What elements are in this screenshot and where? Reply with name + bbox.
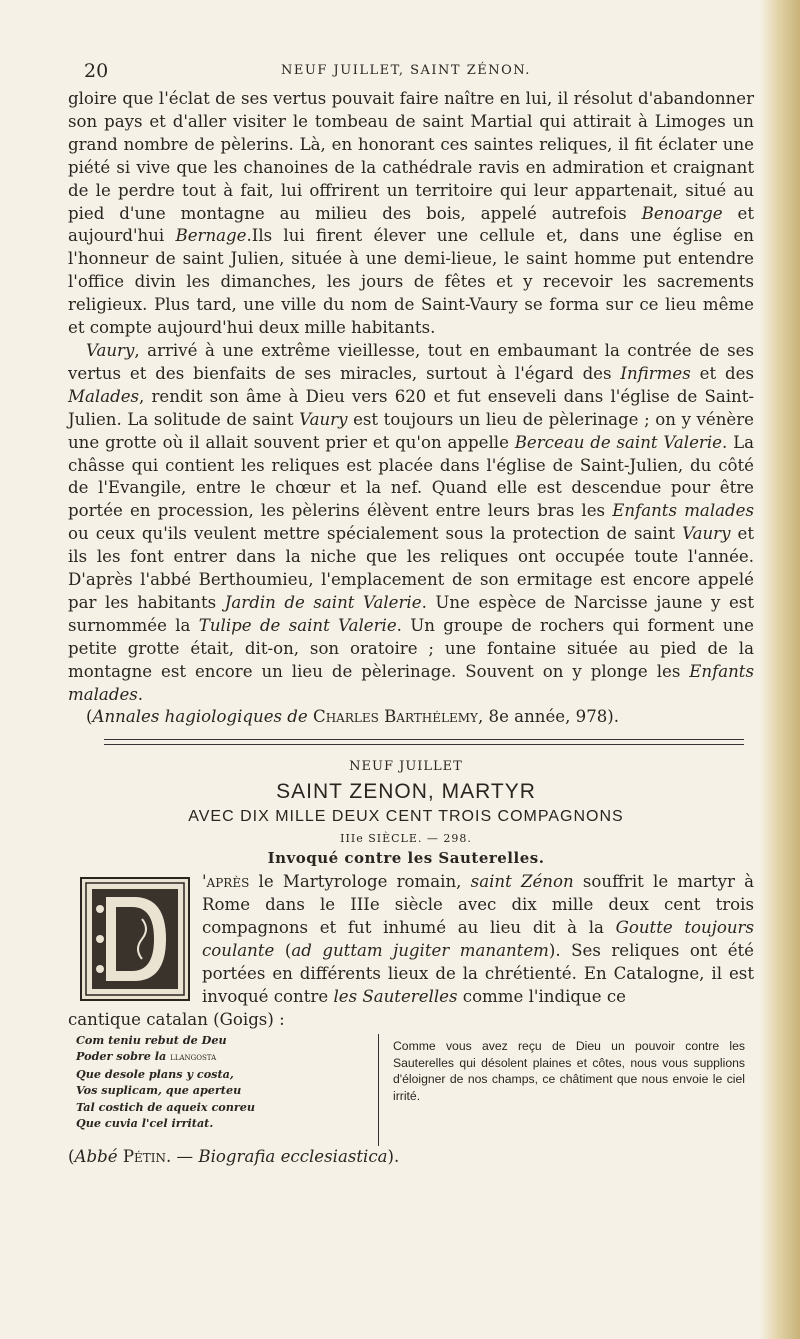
hymn-line: Que cuvia l'cel irritat. — [76, 1115, 214, 1130]
hymn-line: Poder sobre la llangosta — [76, 1048, 217, 1063]
catalan-hymn — [76, 1032, 276, 1131]
hymn-line: Vos suplicam, que aperteu — [76, 1083, 242, 1098]
page-number: 20 — [84, 60, 109, 82]
hymn-line: Tal costich de aqueix conreu — [76, 1099, 256, 1114]
hymn-line: Com teniu rebut de Deu — [76, 1032, 227, 1047]
running-title: NEUF JUILLET, SAINT ZÉNON. — [281, 63, 531, 78]
paragraph-2: Vaury, arrivé à une extrême vieillesse, tout en embaumant la contrée de ses vertus et des bienfaits de ses miracles, surtout à l'égard des Infirmes et des Malades, rendit son âme à Dieu vers 620 et fut enseveli dans l'église de Saint-Julien. La solitude de saint Vaury est toujours un lieu de pèlerinage ; on y vénère une grotte où il allait souvent prier et qu'on appelle Berceau de saint Valerie. La châsse qui contient les reliques est placée dans l'église de Saint-Julien, du côté de l'Evangile, entre le chœur et la nef. Quand elle est descendue pour être portée en procession, les pèlerins élèvent entre leurs bras les Enfants malades ou ceux qu'ils veulent mettre spécialement sous la protection de saint Vaury et ils les font entrer dans la niche que les reliques ont occupée toute l'année. D'après l'abbé Berthoumieu, l'emplacement de son ermitage est encore appelé par les habitants Jardin de saint Valerie. Une espèce de Narcisse jaune y est surnommée la Tulipe de saint Valerie. Un groupe de rochers qui forment une petite grotte était, dit-on, son oratoire ; une fontaine située au pied de la montagne est encore un lieu de pèlerinage. Souvent on y plonge les Enfants malades. — [68, 340, 755, 704]
main-text — [58, 88, 754, 729]
section-subtitle: AVEC DIX MILLE DEUX CENT TROIS COMPAGNONS — [188, 808, 624, 826]
page-edge-shadow — [760, 0, 800, 1339]
intro-paragraph — [58, 871, 754, 1031]
hymn-block — [68, 1032, 754, 1160]
paragraph-1: gloire que l'éclat de ses vertus pouvait faire naître en lui, il résolut d'abandonner son pays et d'aller visiter le tombeau de saint Martial qui attirait à Limoges un grand nombre de pèlerins. Là, en honorant ces saintes reliques, il fit éclater une piété si vive que les chanoines de la cathédrale ravis en admiration et craignant de le perdre tout à fait, lui offrirent un territoire qui leur appartenait, situé au pied d'une montagne au milieu des bois, appelé autrefois Benoarge et aujourd'hui Bernage.Ils lui firent élever une cellule et, dans une église en l'honneur de saint Julien, située à une demi-lieue, le saint homme put entendre l'office divin les dimanches, les jours de fêtes et y recevoir les sacrements religieux. Plus tard, une ville du nom de Saint-Vaury se forma sur ce lieu même et compte aujourd'hui deux mille habitants. — [68, 89, 755, 338]
french-translation: Comme vous avez reçu de Dieu un pouvoir contre les Sauterelles qui désolent plaines et côtes, nous vous supplions d'éloigner de nos champs, ce châtiment que nous envoie le ciel irrité. — [393, 1038, 745, 1104]
column-divider — [378, 1034, 379, 1146]
section-title: SAINT ZENON, MARTYR — [276, 780, 536, 804]
section-century: IIIe SIÈCLE. — 298. — [340, 832, 472, 846]
intro-continuation: cantique catalan (Goigs) : — [68, 1009, 285, 1029]
intro-text: 'après le Martyrologe romain, saint Zénon souffrit le martyr à Rome dans le IIIe siècle avec dix mille deux cent trois compagnons et fut inhumé au lieu dit à la Goutte toujours coulante (ad guttam jugiter manantem). Ses reliques ont été portées en différents lieux de la chrétienté. En Catalogne, il est invoqué contre les Sauterelles comme l'indique ce — [202, 872, 755, 1006]
citation: (Annales hagiologiques de Charles Barthélemy, 8e année, 978). — [86, 707, 620, 727]
section-day: NEUF JUILLET — [349, 759, 463, 775]
dropcap-ornament-icon — [80, 877, 190, 1001]
section-invocation: Invoqué contre les Sauterelles. — [267, 849, 545, 868]
section-divider — [104, 739, 744, 745]
hymn-line: Que desole plans y costa, — [76, 1067, 234, 1082]
page-header — [58, 58, 754, 88]
source-citation: (Abbé Pétin. — Biografia ecclesiastica). — [68, 1146, 400, 1166]
book-page — [58, 58, 754, 1168]
